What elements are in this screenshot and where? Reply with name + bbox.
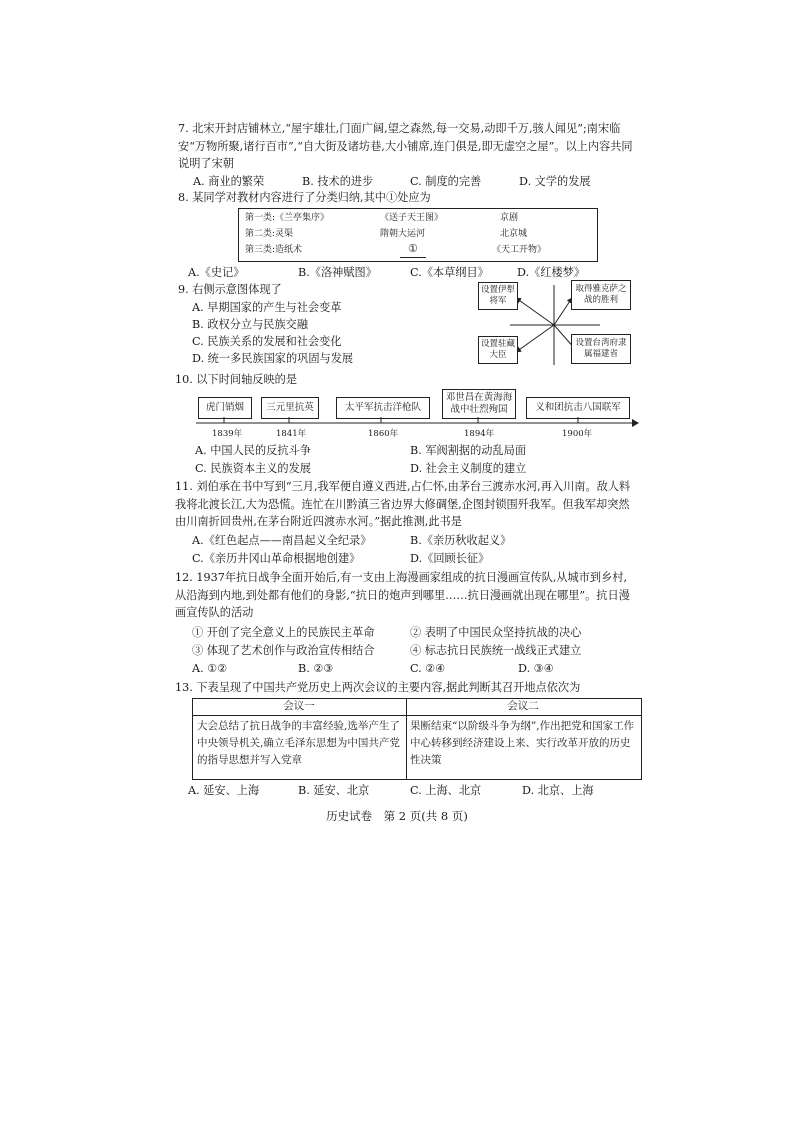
question-9-stem: 9. 右侧示意图体现了: [178, 283, 282, 296]
q8-option-d: D.《红楼梦》: [517, 266, 586, 279]
q13-cell-1: 大会总结了抗日战争的丰富经验,选举产生了中央领导机关,确立毛泽东思想为中国共产党的指导思想并写入党章: [197, 720, 400, 766]
q9-box-yili-general: 设置伊犁将军: [478, 282, 518, 310]
q10-option-b: B. 军阀割据的动乱局面: [410, 444, 527, 457]
q13-cell-2: 果断结束“以阶级斗争为纲”,作出把党和国家工作中心转移到经济建设上来、实行改革开放的历史性决策: [410, 720, 635, 766]
q8-row3-col1: 第三类:造纸术: [245, 245, 303, 255]
q11-option-d: D.《回顾长征》: [410, 552, 490, 565]
q13-option-d: D. 北京、上海: [522, 784, 594, 797]
question-13-stem: 13. 下表呈现了中国共产党历史上两次会议的主要内容,据此判断其召开地点依次为: [175, 681, 581, 694]
q10-year-1841: 1841年: [276, 429, 307, 439]
q9-option-d: D. 统一多民族国家的巩固与发展: [192, 352, 354, 365]
q13-header-1: 会议一: [283, 700, 315, 712]
q13-option-b: B. 延安、北京: [298, 784, 370, 797]
q13-option-a: A. 延安、上海: [188, 784, 260, 797]
q9-option-b: B. 政权分立与民族交融: [192, 318, 309, 331]
q12-option-c: C. ②④: [410, 662, 446, 675]
q9-option-c: C. 民族关系的发展和社会变化: [192, 335, 342, 348]
q10-option-d: D. 社会主义制度的建立: [410, 462, 527, 475]
q10-event-humen: 虎门销烟: [198, 397, 252, 419]
question-7-stem: 7. 北宋开封店铺林立,“屋宇雄壮,门面广阔,望之森然,每一交易,动即千万,骇人闻见”;南宋临安“万物所聚,诸行百市”,“自大街及诸坊巷,大小铺席,连门俱是,即无虚空之屋”。以上内容共同说明了宋朝: [178, 122, 633, 170]
q8-row1-col3: 京剧: [500, 213, 519, 223]
q7-option-c: C. 制度的完善: [410, 175, 482, 188]
q11-option-a: A.《红色起点——南昌起义全纪录》: [192, 534, 372, 547]
question-8-stem: 8. 某同学对教材内容进行了分类归纳,其中①处应为: [178, 191, 431, 204]
q12-option-b: B. ②③: [298, 662, 334, 675]
q7-option-d: D. 文学的发展: [519, 175, 591, 188]
q9-box-tibet-minister: 设置驻藏大臣: [478, 336, 518, 364]
q8-row1-col1: 第一类:《兰亭集序》: [245, 213, 330, 223]
q11-option-b: B.《亲历秋收起义》: [410, 534, 512, 547]
q8-row2-col2: 隋朝大运河: [380, 229, 426, 239]
q10-year-1900: 1900年: [562, 429, 593, 439]
question-10-stem: 10. 以下时间轴反映的是: [175, 373, 298, 386]
q8-option-c: C.《本草纲目》: [410, 266, 489, 279]
q8-blank-marker: ①: [400, 240, 426, 258]
q10-year-1894: 1894年: [464, 429, 495, 439]
q8-row2-col1: 第二类:灵渠: [245, 229, 294, 239]
q12-option-a: A. ①②: [192, 662, 228, 675]
q10-event-boxers: 义和团抗击八国联军: [526, 397, 630, 419]
q8-row3-col3: 《天工开物》: [492, 245, 547, 255]
q12-item-4: ④ 标志抗日民族统一战线正式建立: [410, 644, 582, 657]
q10-option-c: C. 民族资本主义的发展: [195, 462, 311, 475]
question-12-stem: 12. 1937年抗日战争全面开始后,有一支由上海漫画家组成的抗日漫画宣传队,从城市到乡村,从沿海到内地,到处都有他们的身影,“抗日的炮声到哪里……抗日漫画就出现在哪里”。抗日漫画宣传队的活动: [175, 571, 630, 619]
q11-option-c: C.《亲历井冈山革命根据地创建》: [192, 552, 361, 565]
q13-table-header-line: [192, 715, 641, 716]
question-11-stem: 11. 刘伯承在书中写到“三月,我军便自遵义西进,占仁怀,由茅台三渡赤水河,再入川南。敌人料我将北渡长江,大为恐慌。连忙在川黔滇三省边界大修碉堡,企图封锁围歼我军。但我军却突然由川南折回贵州,在茅台附近四渡赤水河。”据此推测,此书是: [175, 480, 631, 528]
q8-option-b: B.《洛神赋图》: [298, 266, 377, 279]
q7-option-a: A. 商业的繁荣: [193, 175, 265, 188]
q13-option-c: C. 上海、北京: [410, 784, 482, 797]
q10-option-a: A. 中国人民的反抗斗争: [195, 444, 311, 457]
q9-option-a: A. 早期国家的产生与社会变革: [192, 301, 342, 314]
q7-option-b: B. 技术的进步: [302, 175, 374, 188]
q8-row1-col2: 《送子天王图》: [380, 213, 444, 223]
q10-event-sanyuanli: 三元里抗英: [261, 397, 319, 419]
q10-year-1839: 1839年: [212, 429, 243, 439]
q8-row2-col3: 北京城: [500, 229, 528, 239]
q12-item-3: ③ 体现了艺术创作与政治宣传相结合: [192, 644, 375, 657]
page-footer: 历史试卷 第 2 页(共 8 页): [326, 809, 468, 823]
q8-option-a: A.《史记》: [188, 266, 245, 279]
q12-option-d: D. ③④: [518, 662, 554, 675]
q9-box-taiwan-prefecture: 设置台湾府隶属福建省: [571, 334, 631, 364]
q12-item-1: ① 开创了完全意义上的民族民主革命: [192, 626, 375, 639]
q10-event-deng-shichang: 邓世昌在黄海海战中壮烈殉国: [442, 389, 516, 419]
q12-item-2: ② 表明了中国民众坚持抗战的决心: [410, 626, 582, 639]
q13-header-2: 会议二: [507, 700, 539, 712]
q10-event-taiping: 太平军抗击洋枪队: [336, 397, 430, 419]
q10-year-1860: 1860年: [368, 429, 399, 439]
q9-box-yaksa-victory: 取得雅克萨之战的胜利: [571, 280, 631, 310]
